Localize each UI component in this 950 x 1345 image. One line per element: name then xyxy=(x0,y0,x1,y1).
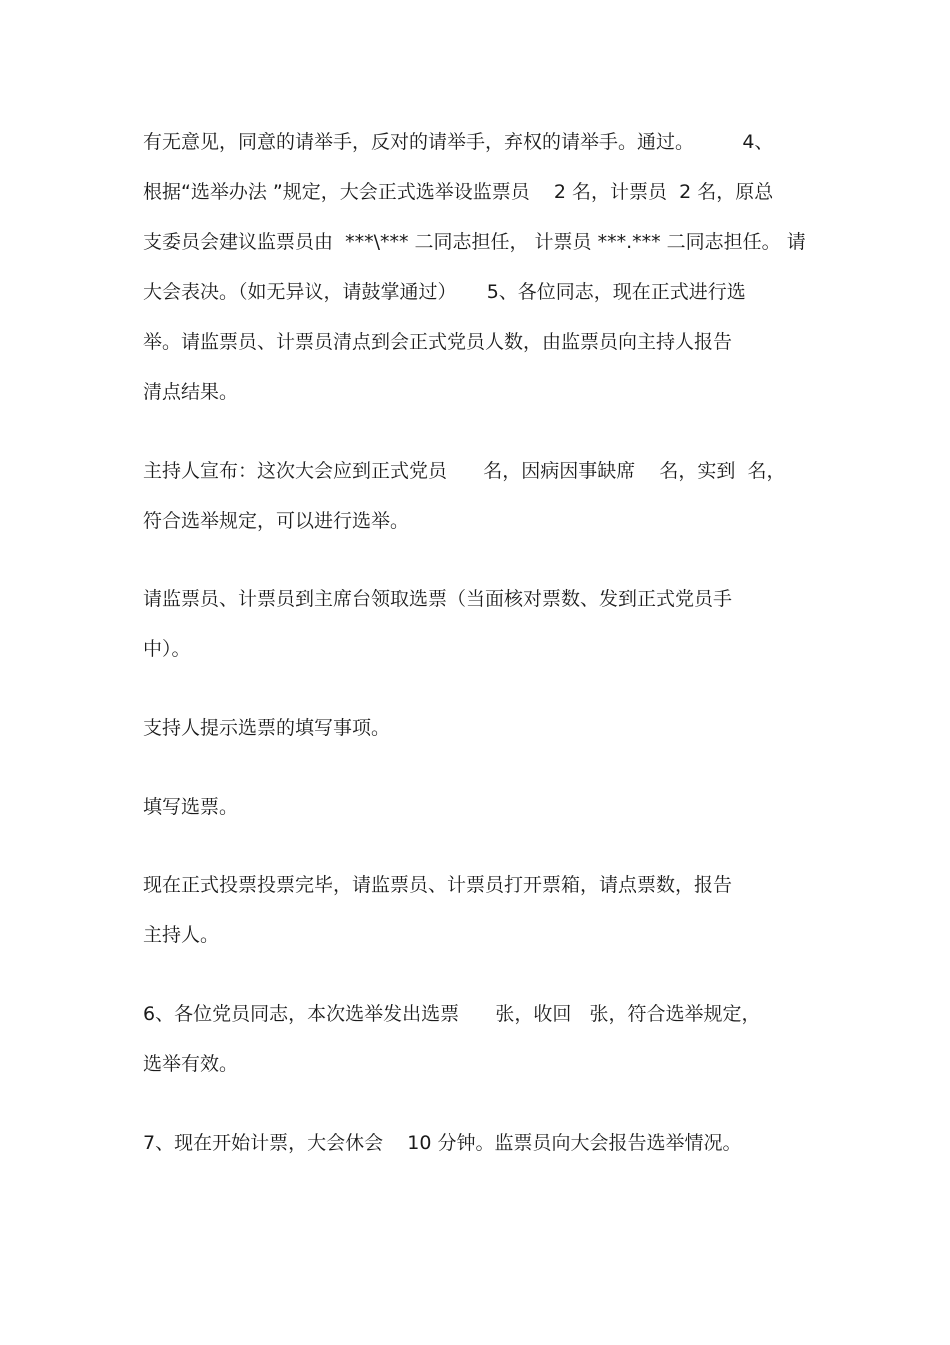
text-line-2: 根据“选举办法 ”规定，大会正式选举设监票员 2 名，计票员 2 名，原总 xyxy=(143,181,774,203)
text-line-10: 中）。 xyxy=(143,638,191,660)
text-line-6: 清点结果。 xyxy=(143,381,239,403)
text-line-4: 大会表决。（如无异议，请鼓掌通过） 5、各位同志，现在正式进行选 xyxy=(143,281,746,303)
text-line-12: 填写选票。 xyxy=(143,796,239,818)
text-line-16: 选举有效。 xyxy=(143,1053,239,1075)
text-line-5: 举。请监票员、计票员清点到会正式党员人数，由监票员向主持人报告 xyxy=(143,331,733,353)
text-line-14: 主持人。 xyxy=(143,924,220,946)
text-line-7: 主持人宣布：这次大会应到正式党员 名，因病因事缺席 名，实到 名， xyxy=(143,460,786,482)
text-line-11: 支持人提示选票的填写事项。 xyxy=(143,717,391,739)
text-line-13: 现在正式投票投票完毕，请监票员、计票员打开票箱，请点票数，报告 xyxy=(143,874,733,896)
text-line-9: 请监票员、计票员到主席台领取选票（当面核对票数、发到正式党员手 xyxy=(143,588,733,610)
text-line-1: 有无意见，同意的请举手，反对的请举手，弃权的请举手。通过。 4、 xyxy=(143,131,774,153)
text-line-8: 符合选举规定，可以进行选举。 xyxy=(143,510,410,532)
text-line-17: 7、现在开始计票，大会休会 10 分钟。监票员向大会报告选举情况。 xyxy=(143,1132,742,1154)
text-line-3: 支委员会建议监票员由 ***\*** 二同志担任， 计票员 ***.*** 二同志担任。 请 xyxy=(143,231,806,253)
text-line-15: 6、各位党员同志，本次选举发出选票 张，收回 张，符合选举规定， xyxy=(143,1003,761,1025)
